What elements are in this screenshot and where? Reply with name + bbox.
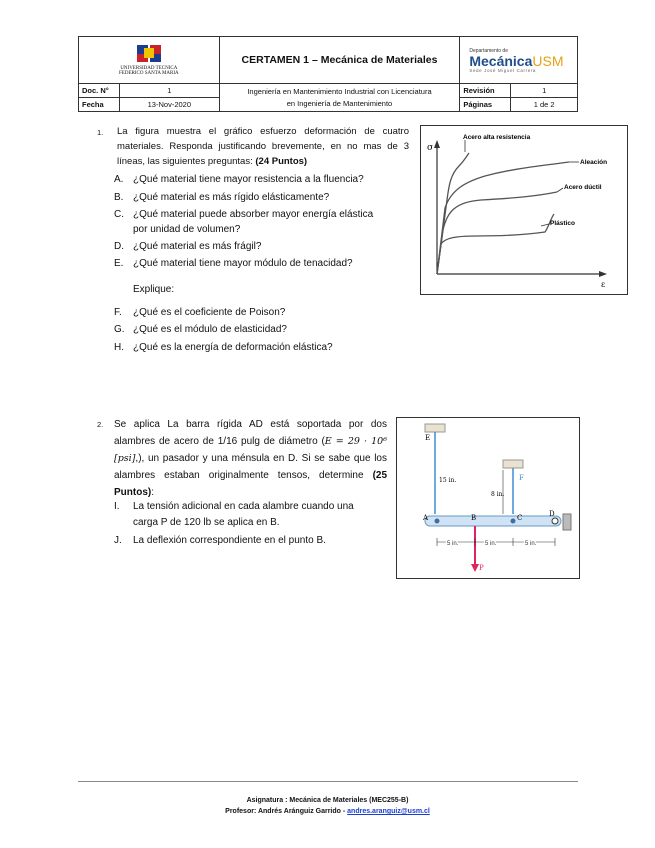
question-2-text: Se aplica La barra rígida AD está soportada por dos alambres de acero de 1/16 pulg de diámetro (E = 29 · 10⁶ [psi],), un pasador y una ménsula en D. Si se sabe que los alambres estaban originalmente tensos, determine (25 Puntos): [114, 419, 388, 498]
label-aleacion: Aleación [580, 159, 608, 166]
question-1-number: 1. [97, 128, 104, 137]
item-text: ¿Qué es el coeficiente de Poison? [133, 307, 286, 318]
y-axis-label: σ [427, 143, 434, 153]
item-text: ¿Qué material tiene mayor resistencia a la fluencia? [133, 174, 364, 185]
doc-value: 1 [120, 84, 220, 98]
y-axis-arrow [434, 140, 440, 148]
curve-aleacion [437, 162, 569, 274]
q1-explain: Explique: [133, 284, 175, 295]
curve-acero-alta-resistencia [437, 153, 469, 274]
x-axis-label: ε [601, 280, 606, 289]
support-f [503, 460, 523, 468]
footer-course: Asignatura : Mecánica de Materiales (MEC255-B) [246, 797, 409, 804]
item-text: carga P de 120 lb se aplica en B. [133, 517, 280, 528]
question-2-points: (25 Puntos) [114, 470, 388, 498]
item-text: ¿Qué es el módulo de elasticidad? [133, 324, 287, 335]
department-logo-cell [460, 37, 578, 84]
label-plastico: Plástico [550, 220, 575, 227]
department-tagline: Sede José Miguel Carrera [469, 67, 537, 73]
support-e [425, 424, 445, 432]
question-1-intro [117, 124, 409, 169]
item-text: ¿Qué material es más rígido elásticamente? [133, 192, 330, 203]
label-acero-ductil: Acero dúctil [564, 184, 602, 191]
pages-value: 1 de 2 [511, 98, 578, 112]
item-text: ¿Qué material tiene mayor módulo de tenacidad? [133, 258, 353, 269]
modulus-formula: E = 29 · 10⁶ [psi] [114, 436, 387, 464]
item-label: I. [114, 501, 120, 512]
rigid-bar [425, 516, 561, 526]
item-label: B. [114, 192, 124, 203]
dim-span-ab: 5 in. [447, 541, 459, 547]
item-label: F. [114, 307, 122, 318]
footer-divider [78, 781, 578, 782]
item-text: ¿Qué es la energía de deformación elástica? [133, 342, 333, 353]
dim-span-cd: 5 in. [525, 541, 537, 547]
item-text: ¿Qué material puede absorber mayor energía elástica [133, 209, 374, 220]
item-label: A. [114, 174, 124, 185]
item-text: La deflexión correspondiente en el punto B. [133, 535, 326, 546]
label-p: P [479, 564, 484, 572]
question-2-line-1: Se aplica La barra rígida AD está soportada por dos [114, 419, 387, 430]
stress-strain-figure [420, 125, 628, 295]
professor-email-link[interactable]: andres.aranguiz@usm.cl [347, 808, 430, 815]
label-d: D [549, 510, 555, 518]
label-a: A [423, 514, 429, 522]
bracket-d [563, 514, 571, 530]
load-p-arrowhead [471, 564, 479, 572]
item-label: G. [114, 324, 125, 335]
footer-professor [0, 808, 655, 815]
question-1-points: (24 Puntos) [255, 156, 308, 167]
program-line-2: en Ingeniería de Mantenimiento [286, 98, 393, 108]
label-acero-alta-resistencia: Acero alta resistencia [463, 134, 531, 141]
university-name-2: FEDERICO SANTA MARIA [119, 71, 179, 76]
dim-span-bc: 5 in. [485, 541, 497, 547]
pin-d [552, 518, 558, 524]
document-header [78, 36, 578, 112]
date-value: 13-Nov-2020 [120, 98, 220, 112]
rigid-bar-diagram [397, 418, 579, 578]
item-text: La tensión adicional en cada alambre cuando una [133, 501, 354, 512]
dim-left-wire: 15 in. [439, 477, 457, 484]
university-logo-cell [79, 37, 220, 84]
label-e: E [425, 434, 431, 442]
stress-strain-diagram [421, 126, 627, 294]
department-label: Departamento de [469, 47, 508, 54]
question-2-number: 2. [97, 420, 104, 429]
dim-right-wire: 8 in. [491, 491, 505, 498]
item-text: ¿Qué material es más frágil? [133, 241, 262, 252]
exam-title: CERTAMEN 1 – Mecánica de Materiales [219, 37, 460, 84]
label-c: C [517, 514, 523, 522]
question-2-line-2: alambres de acero de 1/16 pulg de diámetro ( [114, 436, 325, 447]
pin-c [511, 519, 516, 524]
question-2-line-2-end: ,), un pasador y una ménsula en D. Si se sabe que los alambres estaban originalmente tensos, determine [114, 453, 387, 481]
revision-value: 1 [511, 84, 578, 98]
item-label: D. [114, 241, 124, 252]
label-b: B [471, 514, 477, 522]
question-2 [97, 416, 387, 501]
program-line-1: Ingeniería en Mantenimiento Industrial con Licenciatura [247, 86, 432, 96]
program-name [219, 84, 460, 112]
item-label: C. [114, 209, 124, 220]
x-axis-arrow [599, 271, 607, 277]
item-label: H. [114, 342, 124, 353]
item-label: E. [114, 258, 124, 269]
university-name-1: UNIVERSIDAD TECNICA [120, 66, 178, 71]
label-f: F [519, 474, 524, 482]
revision-label: Revisión [460, 84, 511, 98]
item-label: J. [114, 535, 122, 546]
brand-main: Mecánica [469, 52, 533, 69]
curve-plastico [437, 214, 554, 274]
question-1-intro-text: La figura muestra el gráfico esfuerzo deformación de cuatro materiales. Responda justificando brevemente, en no mas de 3 líneas, las siguientes preguntas: [117, 126, 409, 167]
pages-label: Páginas [460, 98, 511, 112]
pin-a [435, 519, 440, 524]
question-1 [97, 124, 409, 169]
date-label: Fecha [79, 98, 120, 112]
item-text: por unidad de volumen? [133, 224, 241, 235]
callout-line-3 [557, 188, 563, 192]
doc-label: Doc. N° [79, 84, 120, 98]
department-brand [469, 54, 574, 68]
footer-professor-name: Profesor: Andrés Aránguiz Garrido - [225, 808, 348, 815]
rigid-bar-figure [396, 417, 580, 579]
university-crest-icon [135, 44, 163, 64]
brand-accent: USM [532, 52, 564, 69]
